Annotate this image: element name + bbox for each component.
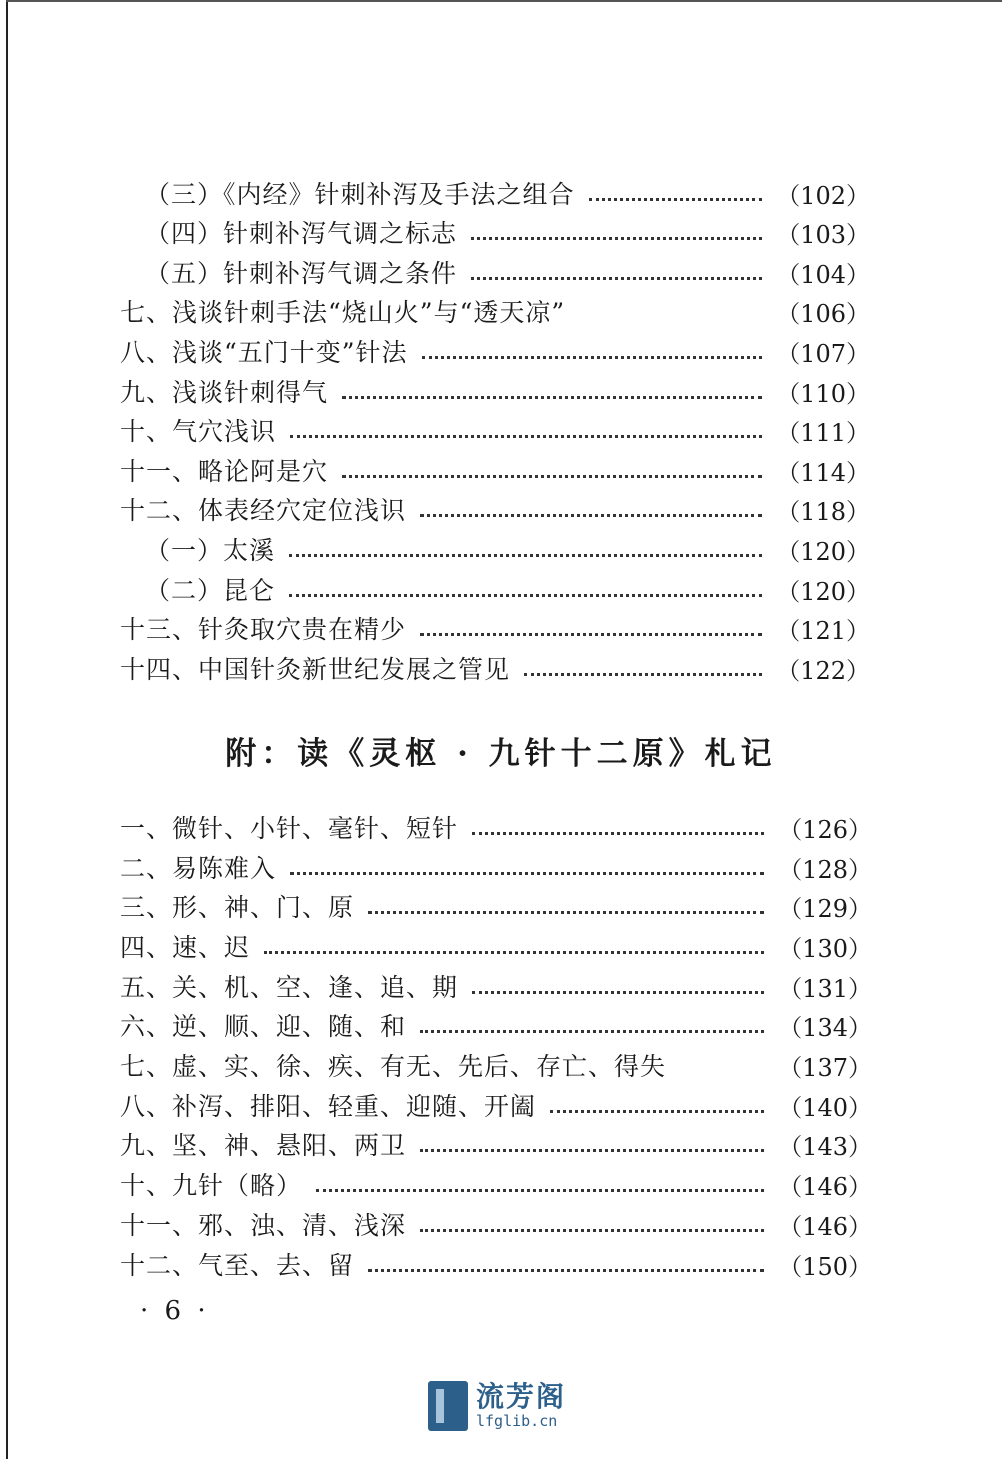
toc-entry[interactable]: [120, 411, 870, 449]
toc-entry-title: 五、关、机、空、逢、追、期: [120, 973, 459, 1002]
toc-entry[interactable]: [145, 174, 870, 212]
toc-entry[interactable]: [120, 967, 872, 1005]
toc-leader-dots: [472, 832, 764, 835]
toc-entry[interactable]: [145, 570, 870, 608]
toc-entry[interactable]: [120, 490, 870, 528]
toc-entry-page: （146）: [778, 1212, 872, 1241]
toc-entry[interactable]: [120, 808, 872, 846]
appendix-section-title: 附：读《灵枢 · 九针十二原》札记: [225, 736, 777, 772]
toc-entry[interactable]: [120, 451, 870, 489]
toc-entry[interactable]: [120, 1205, 872, 1243]
toc-leader-dots: [579, 316, 762, 319]
toc-entry-page: （104）: [776, 260, 870, 289]
toc-leader-dots: [420, 1030, 764, 1033]
toc-entry-page: （121）: [776, 616, 870, 645]
toc-entry-page: （103）: [776, 220, 870, 249]
toc-entry-page: （126）: [778, 815, 872, 844]
toc-entry[interactable]: [120, 1165, 872, 1203]
toc-leader-dots: [589, 198, 763, 201]
toc-entry[interactable]: [120, 332, 870, 370]
toc-entry-title: 十四、中国针灸新世纪发展之管见: [120, 655, 511, 684]
toc-entry-title: 十一、邪、浊、清、浅深: [120, 1211, 407, 1240]
toc-leader-dots: [550, 1110, 764, 1113]
watermark-url: lfglib.cn: [476, 1412, 558, 1430]
toc-entry-page: （120）: [776, 537, 870, 566]
toc-leader-dots: [290, 435, 762, 438]
toc-leader-dots: [342, 396, 762, 399]
toc-entry[interactable]: [145, 530, 870, 568]
toc-leader-dots: [290, 872, 764, 875]
toc-entry-page: （140）: [778, 1093, 872, 1122]
toc-leader-dots: [264, 951, 764, 954]
toc-entry[interactable]: [120, 848, 872, 886]
toc-entry-title: 十一、略论阿是穴: [120, 457, 329, 486]
toc-entry-title: 十、气穴浅识: [120, 417, 277, 446]
toc-entry-title: 七、虚、实、徐、疾、有无、先后、存亡、得失: [120, 1052, 667, 1081]
toc-leader-dots: [420, 633, 762, 636]
toc-entry-page: （102）: [776, 181, 870, 210]
toc-leader-dots: [422, 356, 763, 359]
toc-leader-dots: [680, 1070, 764, 1073]
toc-leader-dots: [420, 1149, 764, 1152]
toc-entry-page: （106）: [776, 299, 870, 328]
page-number: · 6 ·: [140, 1296, 210, 1326]
toc-entry[interactable]: [145, 213, 870, 251]
toc-entry[interactable]: [120, 887, 872, 925]
toc-entry-page: （150）: [778, 1252, 872, 1281]
toc-entry-title: 八、补泻、排阳、轻重、迎随、开阖: [120, 1092, 537, 1121]
toc-entry-page: （122）: [776, 656, 870, 685]
toc-leader-dots: [524, 673, 762, 676]
toc-entry-page: （129）: [778, 894, 872, 923]
toc-leader-dots: [471, 277, 762, 280]
toc-leader-dots: [368, 911, 764, 914]
toc-entry-page: （111）: [776, 418, 870, 447]
toc-leader-dots: [342, 475, 762, 478]
toc-entry-page: （110）: [776, 379, 870, 408]
toc-entry-title: 十三、针灸取穴贵在精少: [120, 615, 407, 644]
toc-entry-page: （107）: [776, 339, 870, 368]
watermark-name: 流芳阁: [476, 1380, 567, 1413]
toc-entry-title: 十二、气至、去、留: [120, 1251, 355, 1280]
toc-entry-title: 三、形、神、门、原: [120, 893, 355, 922]
toc-entry-page: （118）: [776, 497, 870, 526]
watermark-logo: [428, 1378, 588, 1434]
toc-entry[interactable]: [120, 1245, 872, 1283]
toc-leader-dots: [289, 554, 762, 557]
toc-entry-page: （146）: [778, 1172, 872, 1201]
page-border-top: [6, 0, 1002, 2]
toc-entry-page: （114）: [776, 458, 870, 487]
toc-entry-title: 六、逆、顺、迎、随、和: [120, 1012, 407, 1041]
toc-leader-dots: [420, 1229, 764, 1232]
toc-entry-title: 八、浅谈“五门十变”针法: [120, 338, 408, 367]
toc-entry-page: （130）: [778, 934, 872, 963]
toc-entry[interactable]: [120, 1046, 872, 1084]
toc-entry-title: 九、浅谈针刺得气: [120, 378, 329, 407]
toc-entry-title: 一、微针、小针、毫针、短针: [120, 814, 459, 843]
toc-leader-dots: [472, 991, 764, 994]
toc-entry[interactable]: [120, 609, 870, 647]
toc-entry[interactable]: [145, 253, 870, 291]
toc-entry[interactable]: [120, 1006, 872, 1044]
toc-entry-title: 十、九针（略）: [120, 1171, 303, 1200]
toc-leader-dots: [420, 514, 762, 517]
toc-entry-page: （143）: [778, 1132, 872, 1161]
toc-entry[interactable]: [120, 372, 870, 410]
toc-entry-title: （二）昆仑: [145, 576, 276, 605]
toc-entry-page: （131）: [778, 974, 872, 1003]
toc-entry-title: 七、浅谈针刺手法“烧山火”与“透天凉”: [120, 298, 566, 327]
toc-entry-title: （一）太溪: [145, 536, 276, 565]
toc-entry[interactable]: [120, 292, 870, 330]
toc-leader-dots: [368, 1269, 764, 1272]
toc-leader-dots: [471, 237, 762, 240]
toc-entry-title: 四、速、迟: [120, 933, 251, 962]
toc-entry-page: （128）: [778, 855, 872, 884]
toc-entry-page: （137）: [778, 1053, 872, 1082]
toc-entry-title: （四）针刺补泻气调之标志: [145, 219, 458, 248]
toc-entry[interactable]: [120, 927, 872, 965]
toc-leader-dots: [289, 594, 762, 597]
toc-entry-title: 十二、体表经穴定位浅识: [120, 496, 407, 525]
toc-entry-page: （120）: [776, 577, 870, 606]
toc-leader-dots: [316, 1189, 764, 1192]
book-icon: [428, 1381, 468, 1431]
toc-entry-title: 九、坚、神、悬阳、两卫: [120, 1131, 407, 1160]
toc-entry-title: （三）《内经》针刺补泻及手法之组合: [145, 180, 575, 209]
toc-entry-title: （五）针刺补泻气调之条件: [145, 259, 458, 288]
toc-entry[interactable]: [120, 1125, 872, 1163]
toc-entry[interactable]: [120, 1086, 872, 1124]
toc-entry-page: （134）: [778, 1013, 872, 1042]
toc-entry-title: 二、易陈难入: [120, 854, 277, 883]
toc-entry[interactable]: [120, 649, 870, 687]
